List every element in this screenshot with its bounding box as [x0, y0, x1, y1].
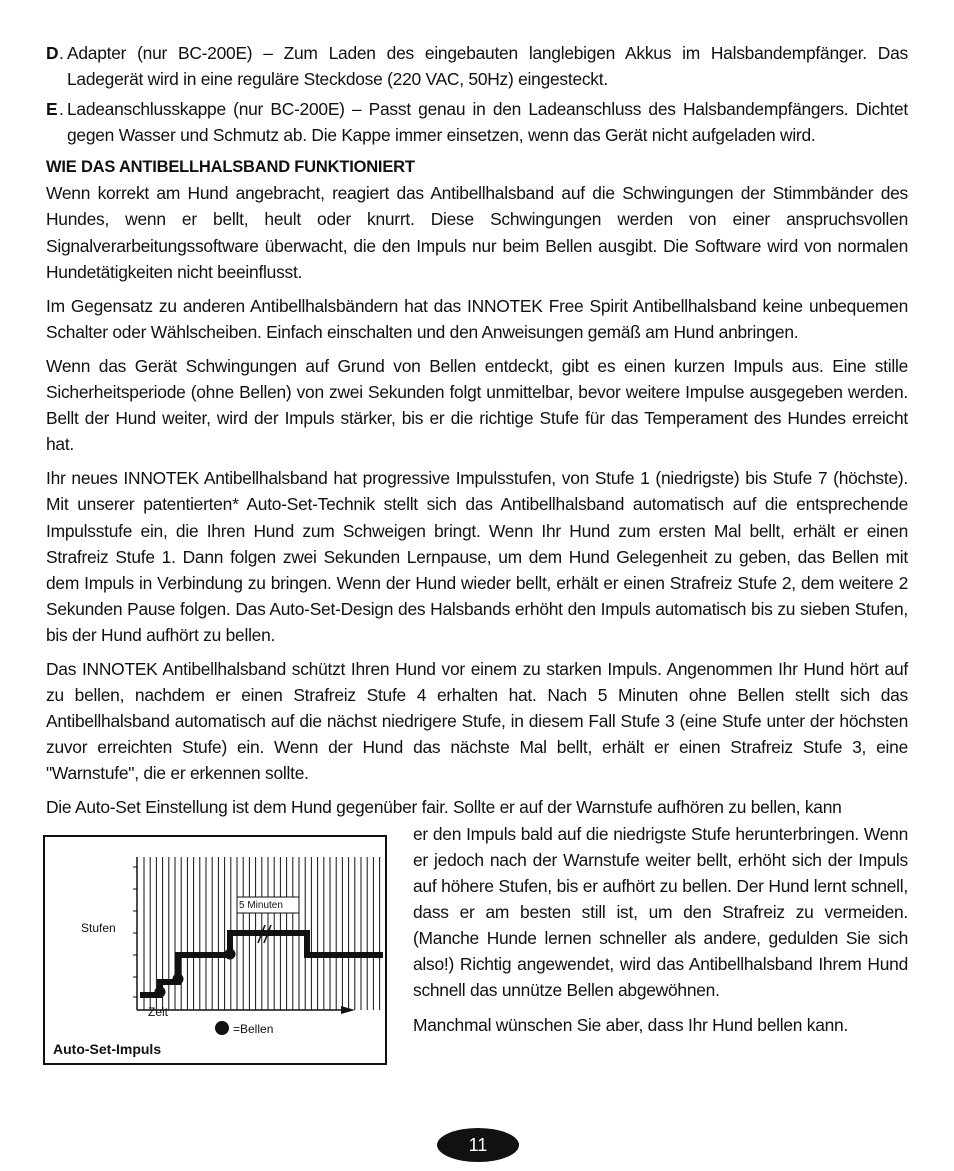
- legend-dot: [215, 1021, 229, 1035]
- paragraph-last-line: Manchmal wünschen Sie aber, dass Ihr Hund bellen kann.: [413, 1015, 849, 1036]
- list-item-e: E . Ladeanschlusskappe (nur BC-200E) – Passt genau in den Ladeanschluss des Halsbandempfängers. Dichtet gegen Wasser und Schmutz ab. Die Kappe immer einsetzen, wenn das Gerät nicht aufgeladen wird.: [46, 96, 908, 148]
- auto-set-figure: [43, 835, 387, 1065]
- item-text: Adapter (nur BC-200E) – Zum Laden des eingebauten langlebigen Akkus im Halsbandempfänger. Das Ladegerät wird in eine reguläre Steckdose (220 VAC, 50Hz) eingesteckt.: [67, 43, 908, 90]
- x-axis-arrow-icon: [341, 1006, 355, 1014]
- paragraph: Im Gegensatz zu anderen Antibellhalsbändern hat das INNOTEK Free Spirit Antibellhalsband keine unbequemen Schalter oder Wählscheiben. Einfach einschalten und den Anweisungen gemäß am Hund anbringen.: [46, 295, 908, 342]
- page-content: [46, 40, 908, 1058]
- paragraph: Wenn das Gerät Schwingungen auf Grund von Bellen entdeckt, gibt es einen kurzen Impuls aus. Eine stille Sicherheitsperiode (ohne Bellen) von zwei Sekunden folgt unmittelbar, bevor weitere Impulse ausgegeben werden. Bellt der Hund weiter, wird der Impuls stärker, bis er die richtige Stufe für das Temperament des Hundes erreicht hat.: [46, 355, 908, 455]
- x-axis-label: Zeit: [148, 1005, 169, 1020]
- paragraph: Wenn korrekt am Hund angebracht, reagiert das Antibellhalsband auf die Schwingungen der Stimmbänder des Hundes, wenn er bellt, heult oder knurrt. Diese Schwingungen werden von einer anspruchsvollen Signalverarbeitungssoftware überwacht, die den Impuls nur beim Bellen ausgibt. Die Software wird von normalen Hundetätigkeiten nicht beeinflusst.: [46, 183, 908, 282]
- figure-section: [46, 794, 908, 1058]
- paragraph: Ihr neues INNOTEK Antibellhalsband hat progressive Impulsstufen, von Stufe 1 (niedrigste) bis Stufe 7 (höchste). Mit unserer patentierten* Auto-Set-Technik stellt sich das Antibellhalsband automatisch auf die entsprechende Impulsstufe ein, die Ihren Hund zum Schweigen bringt. Wenn Ihr Hund zum ersten Mal bellt, erhält er einen Strafreiz Stufe 1. Dann folgen zwei Sekunden Lernpause, um dem Hund Gelegenheit zu geben, das Bellen mit dem Impuls in Verbindung zu bringen. Wenn der Hund wieder bellt, erhält er einen Strafreiz Stufe 2, dem weitere 2 Sekunden Pause folgen. Das Auto-Set-Design des Halsbands erhöht den Impuls automatisch bis zu sieben Stufen, bis der Hund aufhört zu bellen.: [46, 468, 908, 645]
- annotation-label: 5 Minuten: [239, 900, 283, 912]
- auto-set-diagram: [45, 837, 385, 1063]
- y-axis-label: Stufen: [81, 921, 116, 936]
- bark-dot: [173, 974, 184, 985]
- bark-dot: [155, 987, 166, 998]
- item-text: Ladeanschlusskappe (nur BC-200E) – Passt genau in den Ladeanschluss des Halsbandempfängers. Dichtet gegen Wasser und Schmutz ab. Die Kappe immer einsetzen, wenn das Gerät nicht aufgeladen wird.: [67, 99, 908, 146]
- paragraph-lead: Die Auto-Set Einstellung ist dem Hund gegenüber fair. Sollte er auf der Warnstufe aufhören zu bellen, kann: [46, 797, 842, 818]
- item-key: D: [46, 43, 59, 63]
- section-heading: WIE DAS ANTIBELLHALSBAND FUNKTIONIERT: [46, 158, 415, 177]
- list-item-d: D . Adapter (nur BC-200E) – Zum Laden des eingebauten langlebigen Akkus im Halsbandempfänger. Das Ladegerät wird in eine reguläre Steckdose (220 VAC, 50Hz) eingesteckt.: [46, 40, 908, 92]
- legend-text: =Bellen: [233, 1022, 274, 1037]
- page-number: 11: [437, 1128, 519, 1162]
- paragraph: Das INNOTEK Antibellhalsband schützt Ihren Hund vor einem zu starken Impuls. Angenommen Ihr Hund hört auf zu bellen, nachdem er einen Strafreiz Stufe 4 erhalten hat. Nach 5 Minuten ohne Bellen stellt sich das Antibellhalsband automatisch auf die nächst niedrigere Stufe, in diesem Fall Stufe 3 (eine Stufe unter der höchsten zuvor erreichten Stufe) ein. Wenn der Hund das nächste Mal bellt, erhält er einen Strafreiz Stufe 3, eine "Warnstufe", die er erkennen sollte.: [46, 658, 908, 784]
- item-key: E: [46, 99, 58, 120]
- paragraph-wrapped: er den Impuls bald auf die niedrigste Stufe herunterbringen. Wenn er jedoch nach der Warnstufe weiter bellt, erhöht sich der Impuls auf höhere Stufen, bis er aufhört zu bellen. Der Hund lernt schnell, dass er am besten still ist, um den Strafreiz zu vermeiden. (Manche Hunde lernen schneller als andere, gedulden Sie sich also!) Richtig angewendet, wird das Antibellhalsband Ihrem Hund schnell das unnütze Bellen abgewöhnen.: [413, 823, 908, 1001]
- figure-caption: Auto-Set-Impuls: [53, 1041, 162, 1058]
- bark-dot: [225, 949, 236, 960]
